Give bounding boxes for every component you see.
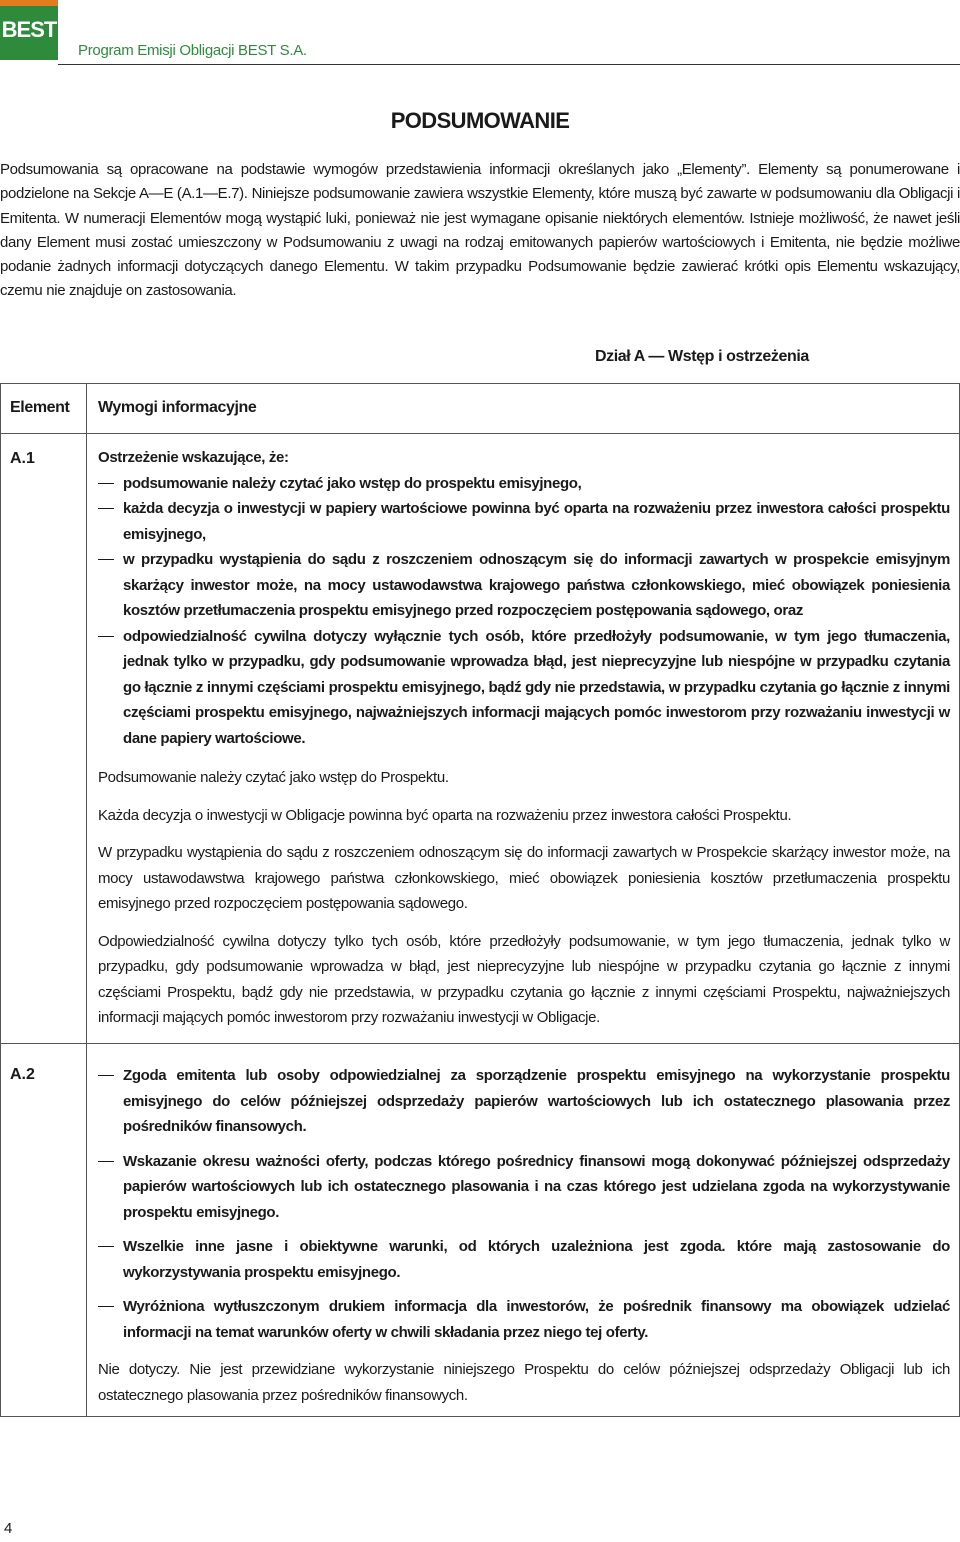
list-item: podsumowanie należy czytać jako wstęp do prospektu emisyjnego, [98,471,950,497]
table-row-border [0,1043,960,1044]
list-item: Wskazanie okresu ważności oferty, podczas którego pośrednicy finansowi mogą dokonywać późniejszej odsprzedaży papierów wartościowych lub ich ostatecznego plasowania i na czas którego jest udzielana zgoda na wykorzystywanie prospektu emisyjnego. [98,1149,950,1226]
best-logo [0,0,58,60]
paragraph: Odpowiedzialność cywilna dotyczy tylko tych osób, które przedłożyły podsumowanie, w tym jego tłumaczenia, jednak tylko w przypadku, gdy podsumowanie wprowadza w błąd, jest nieprecyzyjne lub niespójne w przypadku czytania go łącznie z innymi częściami Prospektu, bądź gdy nie przedstawia, w przypadku czytania go łącznie z innymi częściami Prospektu, najważniejszych informacji mających pomóc inwestorom przy rozważaniu inwestycji w Obligacje. [98,932,950,1026]
element-body-a1 [98,445,950,1043]
list-item: w przypadku wystąpienia do sądu z roszczeniem odnoszącym się do informacji zawartych w prospekcie emisyjnym skarżący inwestor może, na mocy ustawodawstwa krajowego państwa członkowskiego, mieć obowiązek poniesienia kosztów przetłumaczenia prospektu emisyjnego przed rozpoczęciem postępowania sądowego, oraz [98,547,950,624]
requirements-table [0,383,960,1418]
section-heading-text: Dział A — Wstęp i ostrzeżenia [595,348,809,365]
table-header-border [0,433,960,434]
element-body-a2 [98,1063,950,1420]
list-item: odpowiedzialność cywilna dotyczy wyłącznie tych osób, które przedłożyły podsumowanie, w tym jego tłumaczenia, jednak tylko w przypadku, gdy podsumowanie wprowadza błąd, jest nieprecyzyjne lub niespójne w przypadku czytania go łącznie z innymi częściami prospektu emisyjnego, bądź gdy nie przedstawia, w przypadku czytania go łącznie z innymi częściami prospektu emisyjnego, najważniejszych informacji mających pomóc inwestorom przy rozważaniu inwestycji w dane papiery wartościowe. [98,624,950,752]
list-item: Zgoda emitenta lub osoby odpowiedzialnej za sporządzenie prospektu emisyjnego na wykorzystanie prospektu emisyjnego do celów późniejszej odsprzedaży papierów wartościowych lub ich ostatecznego plasowania przez pośredników finansowych. [98,1063,950,1140]
page-number: 4 [4,1520,13,1537]
list-item: każda decyzja o inwestycji w papiery wartościowe powinna być oparta na rozważeniu przez inwestora całości prospektu emisyjnego, [98,496,950,547]
list-item: Wyróżniona wytłuszczonym drukiem informacja dla inwestorów, że pośrednik finansowy ma obowiązek udzielać informacji na temat warunków oferty w chwili składania przez niego tej oferty. [98,1294,950,1345]
logo-accent-bar [0,0,58,6]
column-header-requirements: Wymogi informacyjne [98,399,257,416]
list-item: Wszelkie inne jasne i obiektywne warunki, od których uzależniona jest zgoda. które mają zastosowanie do wykorzystywania prospektu emisyjnego. [98,1234,950,1285]
paragraph: Nie dotyczy. Nie jest przewidziane wykorzystanie niniejszego Prospektu do celów późniejszej odsprzedaży Obligacji lub ich ostatecznego plasowania przez pośredników finansowych. [98,1361,950,1404]
paragraph: W przypadku wystąpienia do sądu z roszczeniem odnoszącym się do informacji zawartych w Prospekcie skarżący inwestor może, na mocy ustawodawstwa krajowego państwa członkowskiego, mieć obowiązek poniesienia kosztów przetłumaczenia prospektu emisyjnego przed rozpoczęciem postępowania sądowego. [98,844,950,912]
warning-list [98,471,950,752]
header-title: Program Emisji Obligacji BEST S.A. [78,42,307,59]
column-header-element: Element [10,399,70,416]
paragraph: Każda decyzja o inwestycji w Obligacje powinna być oparta na rozważeniu przez inwestora całości Prospektu. [98,806,792,824]
paragraph: Podsumowanie należy czytać jako wstęp do Prospektu. [98,769,449,786]
header-divider [58,64,960,65]
intro-paragraph [0,158,960,304]
element-id-a2: A.2 [10,1066,35,1083]
logo-text: BEST [1,17,57,42]
page-title [0,108,960,134]
section-heading [0,348,960,366]
intro-text: Podsumowania są opracowane na podstawie wymogów przedstawienia informacji określanych jako „Elementy”. Elementy są ponumerowane i podzielone na Sekcje A—E (A.1—E.7). Niniejsze podsumowanie zawiera wszystkie Elementy, które muszą być zawarte w podsumowaniu dla Obligacji i Emitenta. W numeracji Elementów mogą wystąpić luki, ponieważ nie jest wymagane opisanie niektórych elementów. Istnieje możliwość, że nawet jeśli dany Element musi zostać umieszczony w Podsumowaniu z uwagi na rodzaj emitowanych papierów wartościowych i Emitenta, nie będzie możliwe podanie żadnych informacji dotyczących danego Elementu. W takim przypadku Podsumowanie będzie zawierać krótki opis Elementu wskazujący, czemu nie znajduje on zastosowania. [0,161,960,300]
table-left-border [0,383,1,1417]
element-id-a1: A.1 [10,450,35,467]
table-column-divider [86,383,87,1417]
page-title-text: PODSUMOWANIE [390,108,570,133]
table-top-border [0,383,960,384]
warning-lead: Ostrzeżenie wskazujące, że: [98,449,289,466]
consent-list [98,1063,950,1345]
